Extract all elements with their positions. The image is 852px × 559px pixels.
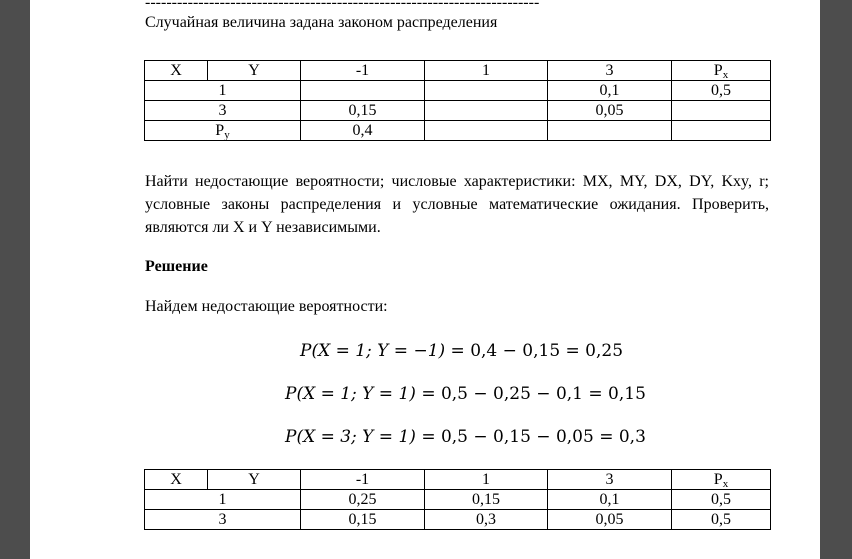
table-cell: 0,5 [672,490,771,510]
table-row [145,61,771,81]
problem-intro: Случайная величина задана законом распределения [145,14,498,31]
table-row [145,81,771,101]
separator-line: -------------------------------------------------------------------------- [145,0,540,11]
table-cell: 0,05 [548,101,672,121]
table-row [145,101,771,121]
table-cell: 0,5 [672,510,771,530]
table-cell: 0,3 [425,510,548,530]
header-y-value: -1 [301,470,425,490]
row-x-value: 3 [145,510,301,530]
header-x-label: X [145,61,208,81]
table-cell: 0,1 [548,490,672,510]
header-y-value: 3 [548,470,672,490]
header-y-label: Y [208,61,301,81]
task-text: Найти недостающие вероятности; числовые характеристики: MX, MY, DX, DY, Kxy, r; условные законы распределения и условные математические ожидания. Проверить, являются ли X и Y независимыми. [145,173,769,236]
formula-2: P(X = 1; Y = 1) = 0,5 − 0,25 − 0,1 = 0,15 [285,384,646,404]
formula-1: P(X = 1; Y = −1) = 0,4 − 0,15 = 0,25 [300,341,624,361]
table-cell [672,121,771,141]
document-page [30,0,820,559]
header-y-label: Y [208,470,301,490]
header-y-value: 1 [425,61,548,81]
header-y-value: 1 [425,470,548,490]
row-x-value: 1 [145,490,301,510]
distribution-table-complete [144,469,771,530]
table-cell: 0,1 [548,81,672,101]
table-cell: 0,15 [425,490,548,510]
header-x-label: X [145,470,208,490]
find-text: Найдем недостающие вероятности: [145,298,388,315]
table-cell [548,121,672,141]
row-x-value: 1 [145,81,301,101]
table-cell: 0,15 [301,101,425,121]
table-row [145,121,771,141]
solution-heading: Решение [145,258,208,275]
table-cell [425,101,548,121]
header-y-value: -1 [301,61,425,81]
table-cell: 0,15 [301,510,425,530]
table-cell: 0,4 [301,121,425,141]
table-cell [301,81,425,101]
table-row [145,510,771,530]
row-py-label: $P_y$ [145,121,301,141]
table-cell: 0,05 [548,510,672,530]
row-x-value: 3 [145,101,301,121]
table-cell [425,81,548,101]
header-px: $P_x$ [672,470,771,490]
distribution-table-initial [144,60,771,141]
table-cell [672,101,771,121]
header-y-value: 3 [548,61,672,81]
table-cell [425,121,548,141]
header-px: $P_x$ [672,61,771,81]
table-cell: 0,5 [672,81,771,101]
formula-3: P(X = 3; Y = 1) = 0,5 − 0,15 − 0,05 = 0,3 [285,427,646,447]
table-row [145,470,771,490]
table-cell: 0,25 [301,490,425,510]
table-row [145,490,771,510]
